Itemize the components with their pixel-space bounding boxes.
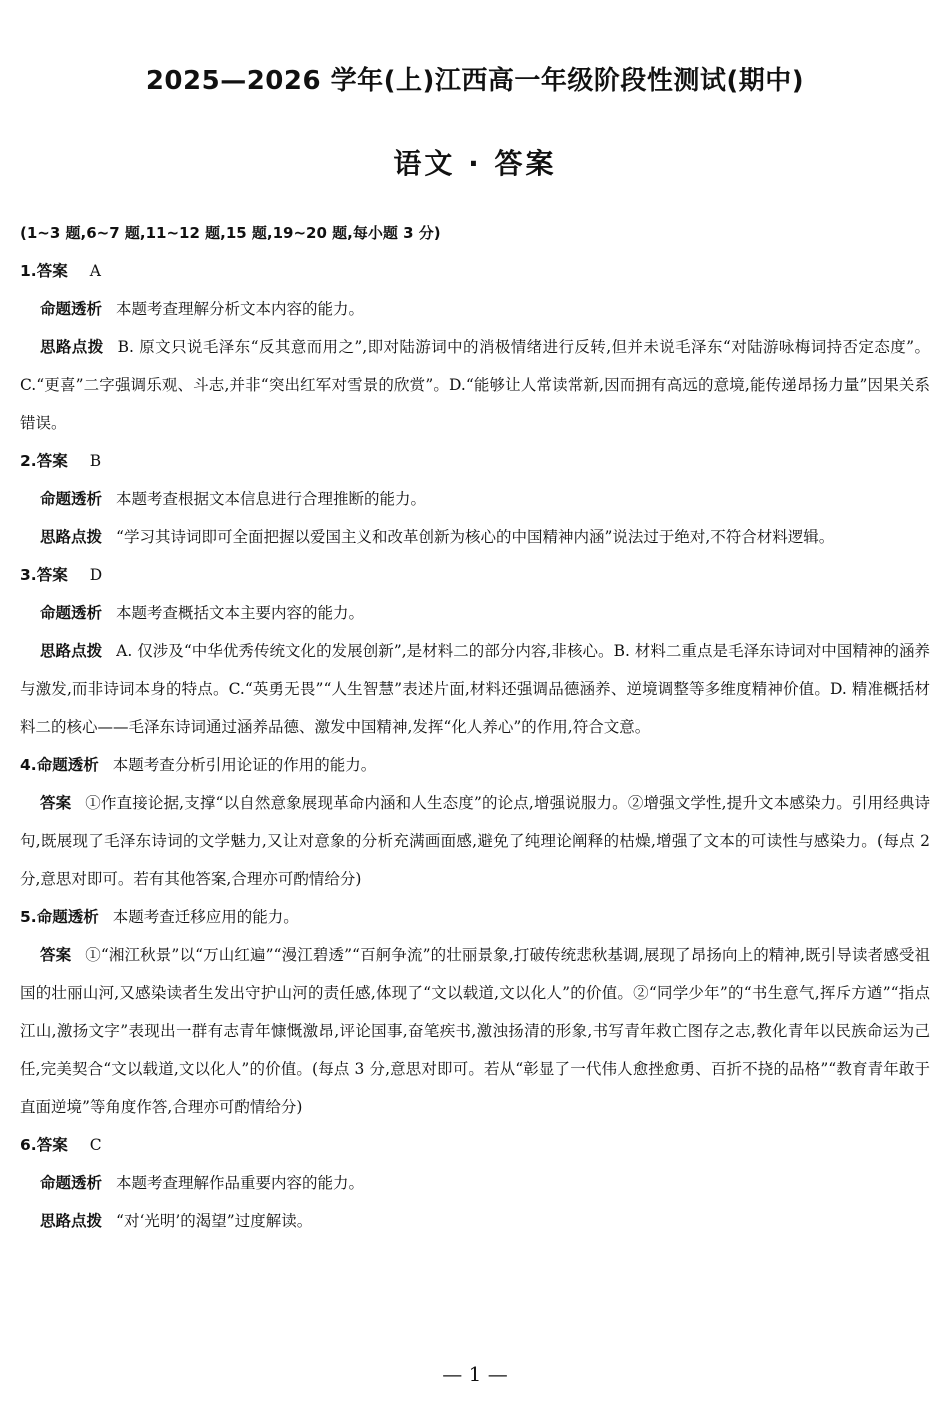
- answer-label: 答案: [40, 946, 72, 964]
- question-2: [20, 442, 930, 556]
- insight-text: 本题考查迁移应用的能力。: [112, 908, 299, 926]
- question-number: 6.: [20, 1136, 37, 1154]
- question-number: 5.: [20, 908, 37, 926]
- answer-choice: C: [89, 1136, 102, 1154]
- insight-label: 命题透析: [36, 908, 99, 926]
- question-1: [20, 252, 930, 442]
- answer-choice: B: [89, 452, 102, 470]
- answer-choice: D: [89, 566, 103, 584]
- insight-label: 命题透析: [40, 300, 103, 318]
- insight-label: 命题透析: [40, 604, 103, 622]
- answer-text: ①“湘江秋景”以“万山红遍”“漫江碧透”“百舸争流”的壮丽景象,打破传统悲秋基调,展现了昂扬向上的精神,既引导读者感受祖国的壮丽山河,又感染读者生发出守护山河的责任感,体现了“文以载道,文以化人”的价值。②“同学少年”的“书生意气,挥斥方遒”“指点江山,激扬文字”表现出一群有志青年慷慨激昂,评论国事,奋笔疾书,激浊扬清的形象,书写青年救亡图存之志,教化青年以民族命运为己任,完美契合“文以载道,文以化人”的价值。(每点 3 分,意思对即可。若从“彰显了一代伟人愈挫愈勇、百折不挠的品格”“教育青年敢于直面逆境”等角度作答,合理亦可酌情给分): [20, 946, 930, 1116]
- question-3: [20, 556, 930, 746]
- page-subtitle: 语文 · 答案: [393, 147, 557, 180]
- question-number: 2.: [20, 452, 37, 470]
- page-number: — 1 —: [442, 1362, 508, 1386]
- answer-label: 答案: [36, 452, 68, 470]
- answer-content: [20, 214, 930, 1240]
- tips-label: 思路点拨: [40, 642, 103, 660]
- insight-label: 命题透析: [40, 490, 103, 508]
- question-number: 4.: [20, 756, 37, 774]
- tips-text: B. 原文只说毛泽东“反其意而用之”,即对陆游词中的消极情绪进行反转,但并未说毛泽东“对陆游咏梅词持否定态度”。C.“更喜”二字强调乐观、斗志,并非“突出红军对雪景的欣赏”。D.“能够让人常读常新,因而拥有高远的意境,能传递昂扬力量”因果关系错误。: [20, 338, 930, 432]
- question-number: 1.: [20, 262, 37, 280]
- insight-label: 命题透析: [36, 756, 99, 774]
- answer-choice: A: [89, 262, 101, 280]
- insight-text: 本题考查理解分析文本内容的能力。: [116, 300, 365, 318]
- insight-text: 本题考查根据文本信息进行合理推断的能力。: [116, 490, 427, 508]
- tips-text: “对‘光明’的渴望”过度解读。: [116, 1212, 313, 1230]
- tips-label: 思路点拨: [40, 1212, 103, 1230]
- insight-text: 本题考查概括文本主要内容的能力。: [116, 604, 365, 622]
- answer-label: 答案: [36, 262, 68, 280]
- tips-text: A. 仅涉及“中华优秀传统文化的发展创新”,是材料二的部分内容,非核心。B. 材料二重点是毛泽东诗词对中国精神的涵养与激发,而非诗词本身的特点。C.“英勇无畏”“人生智慧”表述片面,材料还强调品德涵养、逆境调整等多维度精神价值。D. 精准概括材料二的核心——毛泽东诗词通过涵养品德、激发中国精神,发挥“化人养心”的作用,符合文意。: [20, 642, 930, 736]
- page-title: 2025—2026 学年(上)江西高一年级阶段性测试(期中): [145, 66, 805, 96]
- insight-text: 本题考查分析引用论证的作用的能力。: [112, 756, 377, 774]
- insight-text: 本题考查理解作品重要内容的能力。: [116, 1174, 365, 1192]
- answer-label: 答案: [40, 794, 72, 812]
- answer-label: 答案: [36, 566, 68, 584]
- tips-text: “学习其诗词即可全面把握以爱国主义和改革创新为核心的中国精神内涵”说法过于绝对,不符合材料逻辑。: [116, 528, 835, 546]
- answer-text: ①作直接论据,支撑“以自然意象展现革命内涵和人生态度”的论点,增强说服力。②增强文学性,提升文本感染力。引用经典诗句,既展现了毛泽东诗词的文学魅力,又让对意象的分析充满画面感,避免了纯理论阐释的枯燥,增强了文本的可读性与感染力。(每点 2 分,意思对即可。若有其他答案,合理亦可酌情给分): [20, 794, 930, 888]
- scoring-note: (1~3 题,6~7 题,11~12 题,15 题,19~20 题,每小题 3 分): [20, 224, 441, 242]
- question-number: 3.: [20, 566, 37, 584]
- question-5: [20, 898, 930, 1126]
- question-6: [20, 1126, 930, 1240]
- question-4: [20, 746, 930, 898]
- tips-label: 思路点拨: [40, 338, 104, 356]
- answer-label: 答案: [36, 1136, 68, 1154]
- insight-label: 命题透析: [40, 1174, 103, 1192]
- tips-label: 思路点拨: [40, 528, 103, 546]
